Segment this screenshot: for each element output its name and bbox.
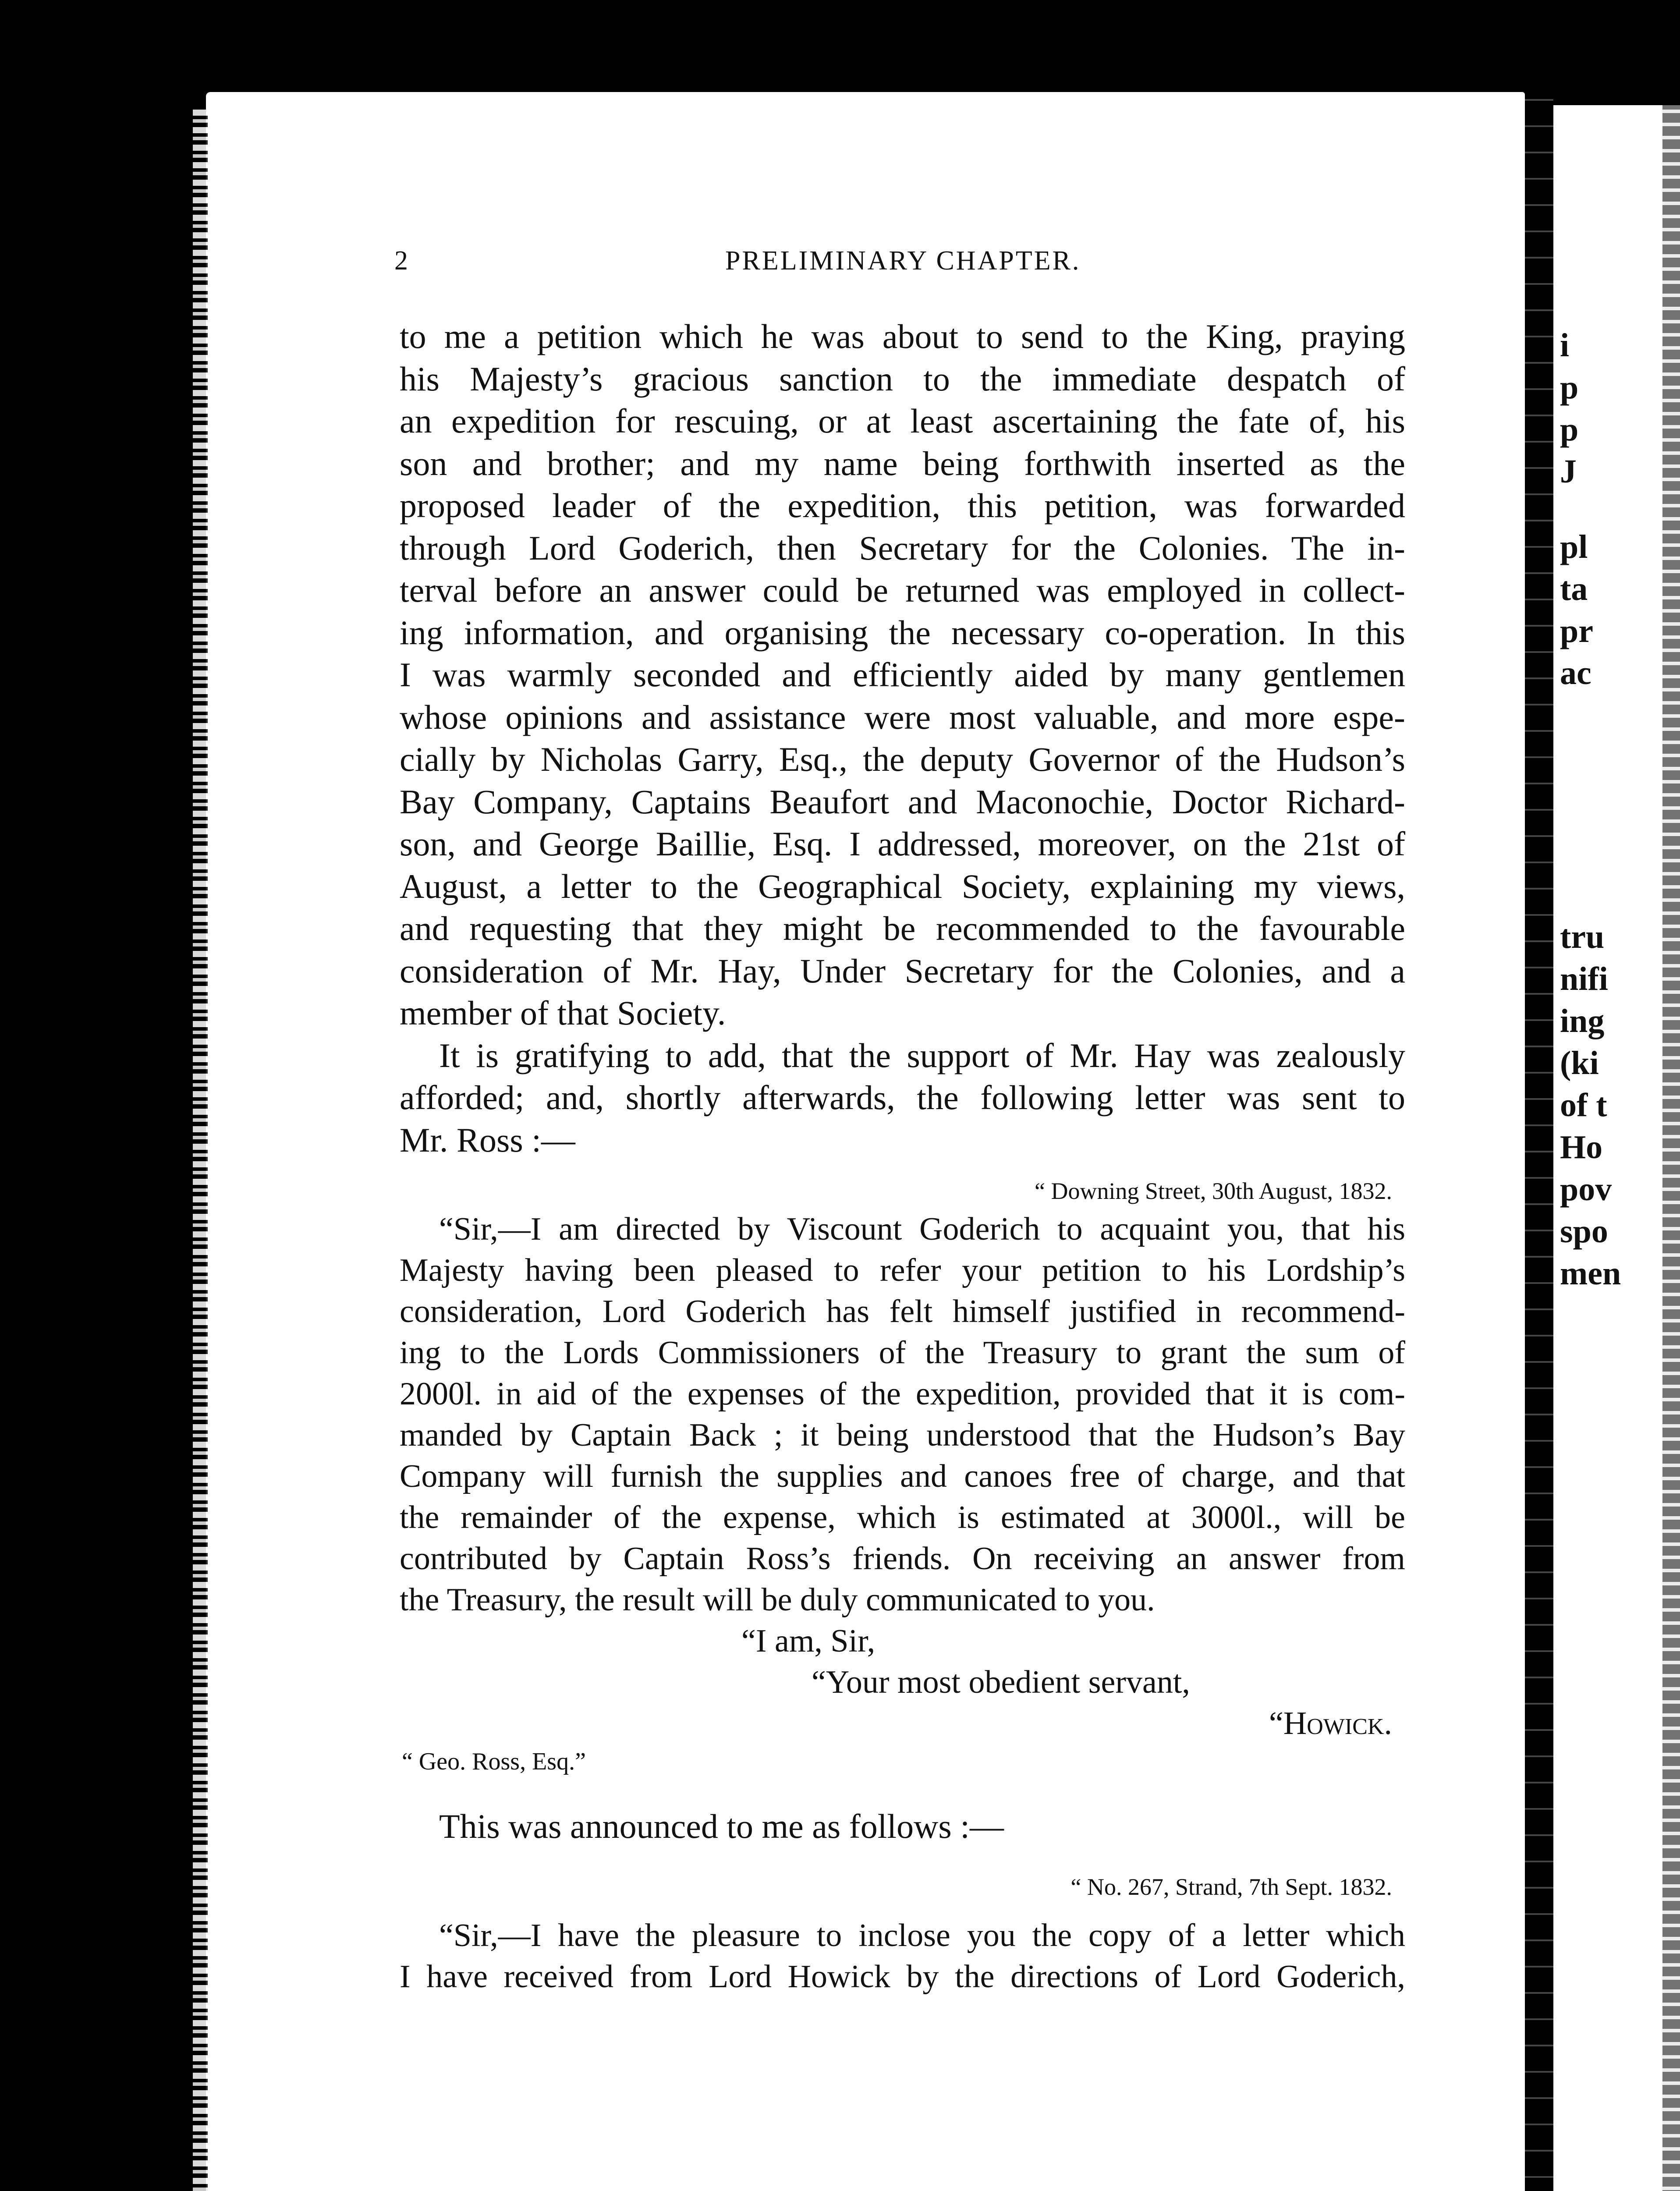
letter-recipient: “ Geo. Ross, Esq.” [402, 1748, 586, 1775]
text-line: terval before an answer could be returned was employed in collect- [400, 571, 1405, 609]
letter-line: the remainder of the expense, which is estimated at 3000l., will be [400, 1500, 1405, 1535]
fragment-line: p [1560, 369, 1579, 406]
text-line: cially by Nicholas Garry, Esq., the deputy Governor of the Hudson’s [400, 740, 1405, 778]
adjacent-page-fragment-middle [1560, 526, 1661, 694]
text-line: It is gratifying to add, that the support of Mr. Hay was zealously [439, 1036, 1405, 1074]
fragment-line: tru [1560, 918, 1605, 955]
text-line: consideration of Mr. Hay, Under Secretary for the Colonies, and a [400, 951, 1405, 990]
letter-line: “Sir,—I have the pleasure to inclose you the copy of a letter which [439, 1918, 1405, 1953]
fragment-line: J [1560, 453, 1577, 490]
running-title: PRELIMINARY CHAPTER. [725, 246, 1081, 276]
fragment-line: spo [1560, 1213, 1608, 1250]
text-line: ing information, and organising the necessary co-operation. In this [400, 613, 1405, 652]
text-line: afforded; and, shortly afterwards, the following letter was sent to [400, 1078, 1405, 1117]
letter-closing: “Your most obedient servant, [812, 1664, 1190, 1700]
fragment-line: Ho [1560, 1129, 1603, 1166]
letter-line: Company will furnish the supplies and canoes free of charge, and that [400, 1458, 1405, 1494]
text-line: proposed leader of the expedition, this petition, was forwarded [400, 486, 1405, 525]
page-number: 2 [394, 246, 410, 276]
text-line: August, a letter to the Geographical Society, explaining my views, [400, 867, 1405, 905]
fragment-line: pov [1560, 1171, 1612, 1208]
text-line: member of that Society. [400, 994, 726, 1032]
fragment-line: pl [1560, 528, 1588, 565]
text-line: whose opinions and assistance were most valuable, and more espe- [400, 698, 1405, 736]
letter-line: I have received from Lord Howick by the directions of Lord Goderich, [400, 1959, 1405, 1995]
adjacent-page-fragment-lower [1560, 916, 1661, 1294]
fragment-line: ac [1560, 655, 1591, 691]
fragment-line: (ki [1560, 1045, 1599, 1081]
text-line: son and brother; and my name being forthwith inserted as the [400, 444, 1405, 482]
letter-downing-street [400, 1173, 1405, 1779]
text-line: Bay Company, Captains Beaufort and Maconochie, Doctor Richard- [400, 782, 1405, 821]
text-line: son, and George Baillie, Esq. I addressed, moreover, on the 21st of [400, 825, 1405, 863]
text-line: his Majesty’s gracious sanction to the immediate despatch of [400, 359, 1405, 398]
page-gutter [1525, 88, 1553, 2191]
letter-line: contributed by Captain Ross’s friends. On receiving an answer from [400, 1541, 1405, 1577]
fragment-line: p [1560, 411, 1579, 448]
letter-signature: “Howick. [1269, 1705, 1392, 1741]
paragraph-2 [400, 1035, 1405, 1162]
letter-line: 2000l. in aid of the expenses of the expedition, provided that it is com- [400, 1376, 1405, 1412]
letter-line: consideration, Lord Goderich has felt himself justified in recommend- [400, 1294, 1405, 1329]
letter-strand [400, 1869, 1405, 1997]
letter-line: “Sir,—I am directed by Viscount Goderich to acquaint you, that his [439, 1211, 1405, 1247]
fragment-line: nifi [1560, 961, 1608, 997]
letter-line: Majesty having been pleased to refer your petition to his Lordship’s [400, 1252, 1405, 1288]
letter-line: ing to the Lords Commissioners of the Treasury to grant the sum of [400, 1335, 1405, 1371]
text-line: I was warmly seconded and efficiently aided by many gentlemen [400, 656, 1405, 694]
announcement-line: This was announced to me as follows :— [439, 1807, 1004, 1845]
letter-dateline: “ No. 267, Strand, 7th Sept. 1832. [1070, 1874, 1392, 1900]
fragment-line: of t [1560, 1087, 1607, 1124]
letter-dateline: “ Downing Street, 30th August, 1832. [1035, 1178, 1392, 1204]
adjacent-page-fragment-top [1560, 324, 1661, 493]
text-line: Mr. Ross :— [400, 1120, 575, 1159]
fragment-line: i [1560, 327, 1570, 364]
text-line: and requesting that they might be recommended to the favourable [400, 909, 1405, 947]
letter-closing: “I am, Sir, [741, 1623, 875, 1659]
letter-line: manded by Captain Back ; it being understood that the Hudson’s Bay [400, 1417, 1405, 1453]
text-line: to me a petition which he was about to send to the King, praying [400, 317, 1405, 355]
letter-line: the Treasury, the result will be duly communicated to you. [400, 1582, 1155, 1618]
fragment-line: ta [1560, 571, 1588, 607]
fragment-line: pr [1560, 613, 1593, 649]
paragraph-1 [400, 316, 1405, 1035]
page-body [400, 316, 1405, 1997]
fragment-line: ing [1560, 1003, 1605, 1039]
fragment-line: men [1560, 1255, 1621, 1292]
text-line: an expedition for rescuing, or at least ascertaining the fate of, his [400, 402, 1405, 440]
text-line: through Lord Goderich, then Secretary for the Colonies. The in- [400, 528, 1405, 567]
